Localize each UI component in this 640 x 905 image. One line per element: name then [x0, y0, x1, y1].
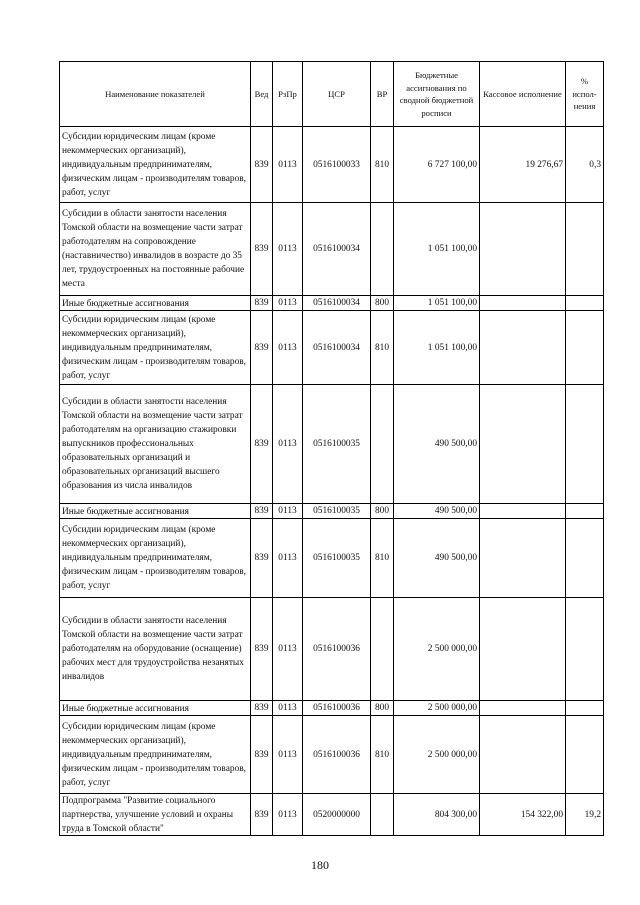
row-rzpr: 0113	[273, 716, 303, 794]
row-percent	[566, 296, 604, 311]
header-percent: % испол-нения	[566, 62, 604, 127]
row-ved: 839	[251, 794, 273, 836]
row-rzpr: 0113	[273, 296, 303, 311]
table-row	[60, 385, 604, 504]
row-cash-execution	[480, 504, 566, 519]
row-cash-execution	[480, 311, 566, 385]
row-vr	[371, 598, 394, 701]
row-cash-execution	[480, 519, 566, 598]
table-row	[60, 794, 604, 836]
row-percent	[566, 519, 604, 598]
row-name	[60, 519, 251, 598]
row-ved: 839	[251, 598, 273, 701]
row-cash-execution	[480, 203, 566, 296]
row-cash-execution	[480, 716, 566, 794]
row-vr	[371, 385, 394, 504]
table-body	[60, 127, 604, 836]
row-name-text: Субсидии юридическим лицам (кроме некоммерческих организаций), индивидуальным предпринимателям, физическим лицам - производителям товаров, работ, услуг	[62, 131, 247, 198]
row-cash-execution	[480, 296, 566, 311]
row-name-text: Субсидии юридическим лицам (кроме некоммерческих организаций), индивидуальным предпринимателям, физическим лицам - производителям товаров, работ, услуг	[62, 314, 247, 381]
row-csr: 0516100035	[303, 385, 371, 504]
row-vr: 800	[371, 701, 394, 716]
row-name	[60, 311, 251, 385]
row-ved: 839	[251, 716, 273, 794]
row-name	[60, 296, 251, 311]
row-rzpr: 0113	[273, 598, 303, 701]
row-name	[60, 716, 251, 794]
row-name-text: Иные бюджетные ассигнования	[62, 507, 189, 517]
row-assignments: 1 051 100,00	[394, 296, 480, 311]
row-rzpr: 0113	[273, 311, 303, 385]
row-assignments: 1 051 100,00	[394, 311, 480, 385]
table-row	[60, 701, 604, 716]
row-csr: 0516100035	[303, 504, 371, 519]
row-cash-execution: 19 276,67	[480, 127, 566, 203]
table-row	[60, 716, 604, 794]
table-row	[60, 296, 604, 311]
row-name-text: Субсидии в области занятости населения Томской области на возмещение части затрат работодателям на оборудование (оснащение) рабочих мест для трудоустройства незанятых инвалидов	[62, 616, 244, 682]
row-percent	[566, 311, 604, 385]
header-ved: Вед	[251, 62, 273, 127]
table-row	[60, 311, 604, 385]
row-csr: 0516100034	[303, 296, 371, 311]
row-name-text: Субсидии в области занятости населения Томской области на возмещение части затрат работодателям на организацию стажировки выпускников профессиональных образовательных организаций и образовательных организаций высшего образования из числа инвалидов	[62, 397, 243, 491]
row-percent	[566, 598, 604, 701]
row-assignments: 490 500,00	[394, 519, 480, 598]
header-assignments: Бюджетные ассигнования по сводной бюджетной росписи	[394, 62, 480, 127]
row-assignments: 804 300,00	[394, 794, 480, 836]
row-rzpr: 0113	[273, 701, 303, 716]
row-csr: 0516100036	[303, 701, 371, 716]
table-row	[60, 504, 604, 519]
row-rzpr: 0113	[273, 519, 303, 598]
row-ved: 839	[251, 519, 273, 598]
row-ved: 839	[251, 385, 273, 504]
row-name-text: Иные бюджетные ассигнования	[62, 704, 189, 714]
row-vr: 810	[371, 716, 394, 794]
row-assignments: 1 051 100,00	[394, 203, 480, 296]
header-cash-execution: Кассовое исполнение	[480, 62, 566, 127]
row-name-text: Субсидии в области занятости населения Томской области на возмещение части затрат работодателям на сопровождение (наставничество) инвалидов в возрасте до 35 лет, трудоустроенных на постоянные рабочие места	[62, 209, 245, 289]
header-name: Наименование показателей	[60, 62, 251, 127]
row-vr	[371, 794, 394, 836]
row-assignments: 2 500 000,00	[394, 701, 480, 716]
row-vr	[371, 203, 394, 296]
row-cash-execution	[480, 598, 566, 701]
row-cash-execution	[480, 385, 566, 504]
row-assignments: 490 500,00	[394, 385, 480, 504]
table-row	[60, 598, 604, 701]
row-rzpr: 0113	[273, 203, 303, 296]
table-row	[60, 519, 604, 598]
row-csr: 0516100036	[303, 716, 371, 794]
row-csr: 0520000000	[303, 794, 371, 836]
table-header-row	[60, 62, 604, 127]
row-name-text: Субсидии юридическим лицам (кроме некоммерческих организаций), индивидуальным предпринимателям, физическим лицам - производителям товаров, работ, услуг	[62, 525, 247, 591]
row-name	[60, 794, 251, 836]
row-assignments: 490 500,00	[394, 504, 480, 519]
row-rzpr: 0113	[273, 127, 303, 203]
row-ved: 839	[251, 504, 273, 519]
row-ved: 839	[251, 203, 273, 296]
row-name	[60, 504, 251, 519]
row-percent	[566, 716, 604, 794]
row-percent	[566, 203, 604, 296]
row-name-text: Иные бюджетные ассигнования	[62, 299, 189, 309]
row-vr: 810	[371, 127, 394, 203]
row-cash-execution: 154 322,00	[480, 794, 566, 836]
row-rzpr: 0113	[273, 504, 303, 519]
row-name	[60, 598, 251, 701]
row-ved: 839	[251, 127, 273, 203]
row-rzpr: 0113	[273, 385, 303, 504]
row-vr: 800	[371, 504, 394, 519]
row-name	[60, 203, 251, 296]
row-percent: 19,2	[566, 794, 604, 836]
header-rzpr: РзПр	[273, 62, 303, 127]
row-csr: 0516100036	[303, 598, 371, 701]
row-name-text: Подпрограмма "Развитие социального партнерства, улучшение условий и охраны труда в Томской области"	[62, 796, 234, 834]
page-number: 180	[311, 858, 329, 872]
row-vr: 810	[371, 311, 394, 385]
row-assignments: 2 500 000,00	[394, 598, 480, 701]
table-row	[60, 203, 604, 296]
header-csr: ЦСР	[303, 62, 371, 127]
row-ved: 839	[251, 296, 273, 311]
row-vr: 810	[371, 519, 394, 598]
row-name	[60, 385, 251, 504]
row-name-text: Субсидии юридическим лицам (кроме некоммерческих организаций), индивидуальным предпринимателям, физическим лицам - производителям товаров, работ, услуг	[62, 721, 247, 788]
row-assignments: 6 727 100,00	[394, 127, 480, 203]
row-vr: 800	[371, 296, 394, 311]
row-cash-execution	[480, 701, 566, 716]
row-name	[60, 127, 251, 203]
row-csr: 0516100033	[303, 127, 371, 203]
row-percent	[566, 385, 604, 504]
row-assignments: 2 500 000,00	[394, 716, 480, 794]
header-vr: ВР	[371, 62, 394, 127]
row-percent	[566, 701, 604, 716]
row-csr: 0516100035	[303, 519, 371, 598]
row-csr: 0516100034	[303, 203, 371, 296]
row-name	[60, 701, 251, 716]
table-row	[60, 127, 604, 203]
row-ved: 839	[251, 311, 273, 385]
row-percent: 0,3	[566, 127, 604, 203]
row-percent	[566, 504, 604, 519]
row-rzpr: 0113	[273, 794, 303, 836]
row-ved: 839	[251, 701, 273, 716]
row-csr: 0516100034	[303, 311, 371, 385]
budget-table	[59, 61, 604, 836]
